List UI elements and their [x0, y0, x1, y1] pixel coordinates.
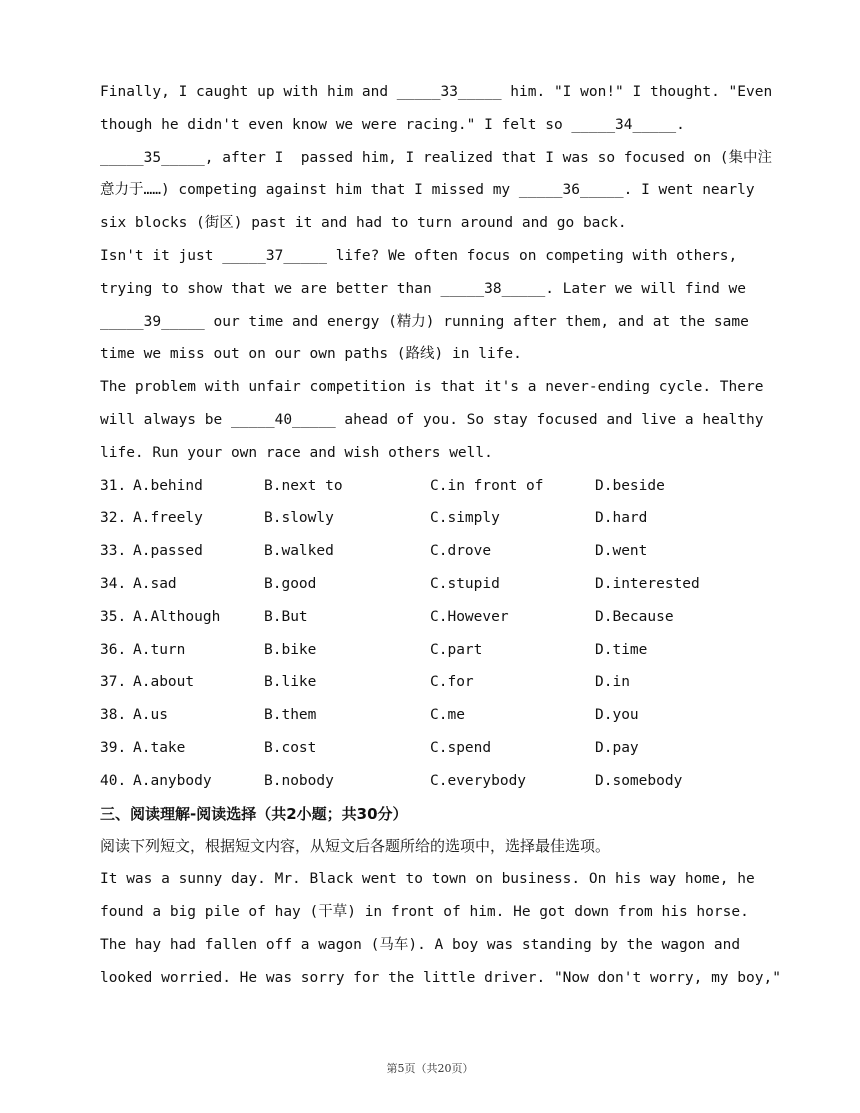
- passage-line: Isn't it just _____37_____ life? We often focus on competing with others,: [100, 247, 738, 264]
- question-options-40: [100, 765, 770, 798]
- question-options-32: [100, 502, 770, 535]
- passage-line: Finally, I caught up with him and _____33_____ him. "I won!" I thought. "Even: [100, 84, 773, 100]
- question-number: 37.: [100, 674, 127, 691]
- passage-line: _____39_____ our time and energy (精力) running after them, and at the same: [100, 313, 749, 330]
- option-b[interactable]: B.them: [264, 707, 317, 724]
- passage2-line: It was a sunny day. Mr. Black went to town on business. On his way home, he: [100, 871, 755, 888]
- section-heading: 三、阅读理解-阅读选择（共2小题；共30分）: [100, 804, 408, 823]
- option-c[interactable]: C.simply: [430, 510, 500, 527]
- option-b[interactable]: B.slowly: [264, 510, 334, 527]
- option-c[interactable]: C.drove: [430, 543, 492, 560]
- passage2-line: looked worried. He was sorry for the little driver. "Now don't worry, my boy,": [100, 969, 781, 986]
- option-a[interactable]: A.take: [133, 739, 186, 756]
- passage-line: The problem with unfair competition is that it's a never-ending cycle. There: [100, 379, 764, 396]
- option-d[interactable]: D.Because: [595, 608, 674, 625]
- option-b[interactable]: B.walked: [264, 543, 334, 560]
- question-number: 40.: [100, 772, 127, 789]
- question-options-37: [100, 666, 770, 699]
- option-b[interactable]: B.cost: [264, 739, 317, 756]
- passage-line: 意力于……) competing against him that I missed my _____36_____. I went nearly: [100, 182, 755, 199]
- option-d[interactable]: D.hard: [595, 510, 648, 527]
- option-a[interactable]: A.sad: [133, 575, 177, 592]
- question-number: 32.: [100, 510, 127, 527]
- option-a[interactable]: A.anybody: [133, 772, 212, 789]
- passage2-line: found a big pile of hay (干草) in front of him. He got down from his horse.: [100, 903, 749, 920]
- question-number: 39.: [100, 739, 127, 756]
- question-options-35: [100, 601, 770, 634]
- question-number: 35.: [100, 608, 127, 625]
- cloze-passage: [100, 76, 781, 994]
- passage-line: though he didn't even know we were racing." I felt so _____34_____.: [100, 116, 685, 133]
- option-d[interactable]: D.pay: [595, 739, 639, 756]
- question-number: 34.: [100, 575, 127, 592]
- section-instruction: 阅读下列短文，根据短文内容，从短文后各题所给的选项中，选择最佳选项。: [100, 837, 611, 856]
- option-a[interactable]: A.passed: [133, 543, 203, 560]
- question-number: 38.: [100, 707, 127, 724]
- option-a[interactable]: A.us: [133, 707, 168, 724]
- question-number: 31.: [100, 477, 127, 494]
- option-d[interactable]: D.interested: [595, 575, 700, 592]
- option-c[interactable]: C.stupid: [430, 575, 500, 592]
- option-a[interactable]: A.Although: [133, 608, 221, 625]
- option-d[interactable]: D.somebody: [595, 772, 683, 789]
- passage-line: six blocks (街区) past it and had to turn around and go back.: [100, 215, 627, 232]
- passage-line: _____35_____, after I passed him, I realized that I was so focused on (集中注: [100, 149, 773, 166]
- question-options-33: [100, 535, 770, 568]
- question-number: 36.: [100, 641, 127, 658]
- passage-line: life. Run your own race and wish others well.: [100, 444, 493, 461]
- question-options-36: [100, 634, 770, 667]
- option-a[interactable]: A.freely: [133, 510, 203, 527]
- question-number: 33.: [100, 543, 127, 560]
- question-options-38: [100, 699, 770, 732]
- option-d[interactable]: D.in: [595, 674, 630, 691]
- option-c[interactable]: C.in front of: [430, 477, 544, 494]
- option-c[interactable]: C.me: [430, 707, 465, 724]
- option-b[interactable]: B.bike: [264, 641, 317, 658]
- option-c[interactable]: C.spend: [430, 739, 492, 756]
- option-b[interactable]: B.But: [264, 608, 308, 625]
- option-a[interactable]: A.turn: [133, 641, 186, 658]
- option-b[interactable]: B.good: [264, 575, 317, 592]
- passage2-line: The hay had fallen off a wagon (马车). A boy was standing by the wagon and: [100, 936, 741, 953]
- passage-line: trying to show that we are better than _____38_____. Later we will find we: [100, 280, 747, 297]
- question-options-34: [100, 568, 770, 601]
- option-c[interactable]: C.However: [430, 608, 509, 625]
- option-d[interactable]: D.went: [595, 543, 648, 560]
- option-d[interactable]: D.beside: [595, 477, 665, 494]
- option-b[interactable]: B.next to: [264, 477, 343, 494]
- question-options-31: [100, 470, 770, 503]
- option-c[interactable]: C.for: [430, 674, 474, 691]
- option-b[interactable]: B.like: [264, 674, 317, 691]
- option-b[interactable]: B.nobody: [264, 772, 334, 789]
- option-c[interactable]: C.part: [430, 641, 483, 658]
- option-a[interactable]: A.about: [133, 674, 195, 691]
- option-a[interactable]: A.behind: [133, 477, 203, 494]
- option-c[interactable]: C.everybody: [430, 772, 527, 789]
- option-d[interactable]: D.time: [595, 641, 648, 658]
- option-d[interactable]: D.you: [595, 707, 639, 724]
- passage-line: will always be _____40_____ ahead of you. So stay focused and live a healthy: [100, 411, 764, 428]
- question-options-39: [100, 732, 770, 765]
- passage-line: time we miss out on our own paths (路线) in life.: [100, 346, 522, 363]
- page-footer: 第5页（共20页）: [386, 1062, 474, 1075]
